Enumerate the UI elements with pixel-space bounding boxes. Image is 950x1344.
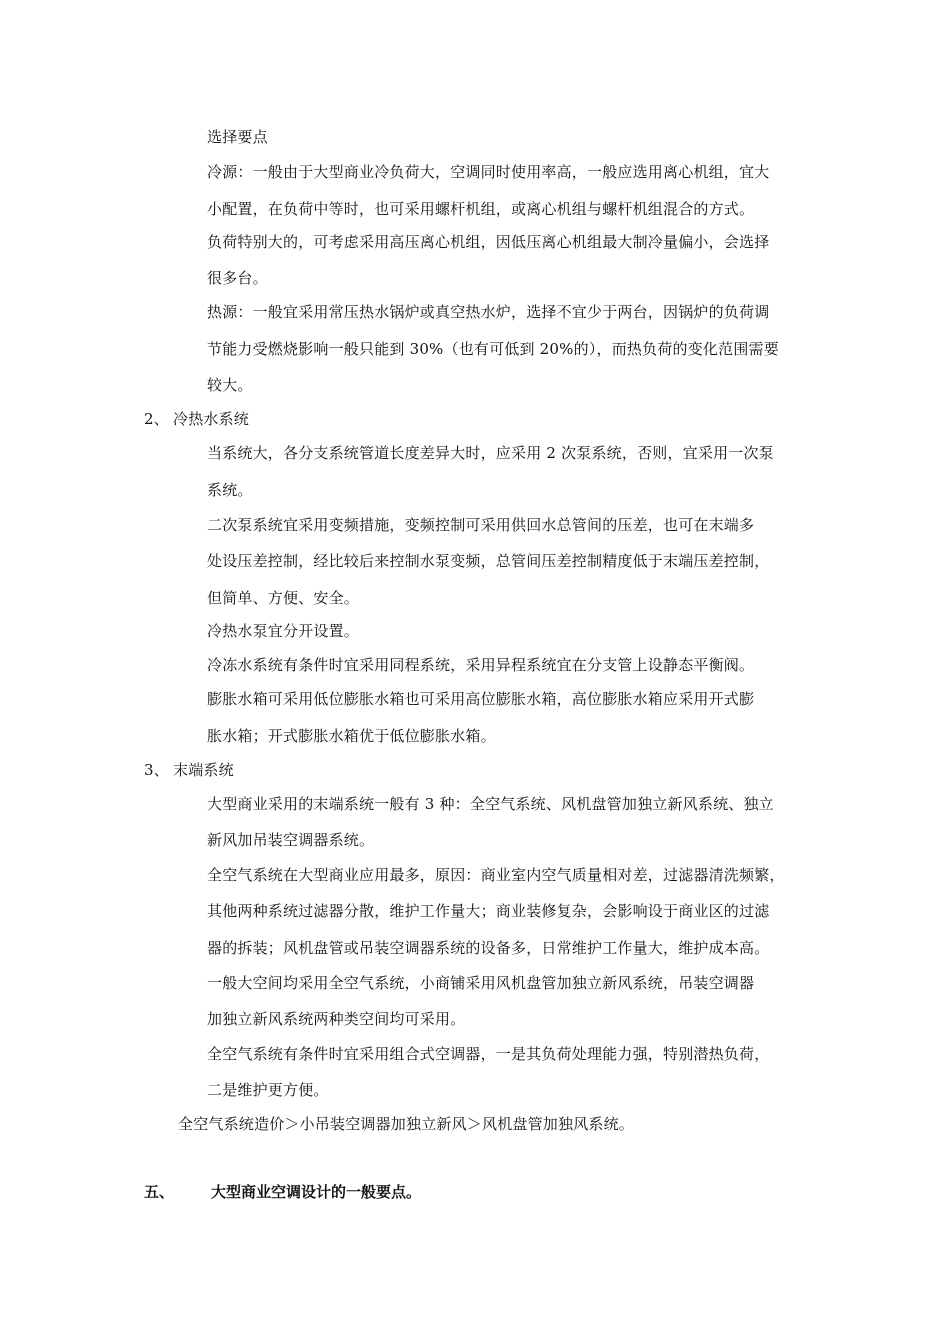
cost-summary-line: 全空气系统造价＞小吊装空调器加独立新风＞风机盘管加独风系统。 [178, 1115, 635, 1133]
paragraph-line: 处设压差控制，经比较后来控制水泵变频，总管间压差控制精度低于末端压差控制， [207, 552, 770, 570]
paragraph-line: 冷源：一般由于大型商业冷负荷大，空调同时使用率高，一般应选用离心机组，宜大 [207, 163, 770, 181]
paragraph-line: 负荷特别大的，可考虑采用高压离心机组，因低压离心机组最大制冷量偏小，会选择 [207, 233, 770, 251]
item-3-number: 3、 [144, 761, 169, 779]
paragraph-line: 较大。 [207, 376, 253, 394]
paragraph-line: 二是维护更方便。 [207, 1081, 329, 1099]
item-2-number: 2、 [144, 410, 169, 428]
section-5-heading: 大型商业空调设计的一般要点。 [211, 1183, 422, 1201]
paragraph-line: 加独立新风系统两种类空间均可采用。 [207, 1010, 466, 1028]
section-5-number: 五、 [144, 1183, 175, 1201]
paragraph-line: 全空气系统在大型商业应用最多，原因：商业室内空气质量相对差，过滤器清洗频繁， [207, 866, 785, 884]
paragraph-line: 新风加吊装空调器系统。 [207, 831, 375, 849]
item-2-title: 冷热水系统 [173, 410, 250, 428]
paragraph-line: 器的拆装；风机盘管或吊装空调器系统的设备多，日常维护工作量大，维护成本高。 [207, 939, 770, 957]
paragraph-line: 二次泵系统宜采用变频措施，变频控制可采用供回水总管间的压差，也可在末端多 [207, 516, 755, 534]
paragraph-line: 当系统大，各分支系统管道长度差异大时，应采用 2 次泵系统，否则，宜采用一次泵 [207, 444, 774, 462]
paragraph-line: 冷冻水系统有条件时宜采用同程系统，采用异程系统宜在分支管上设静态平衡阀。 [207, 656, 755, 674]
paragraph-line: 膨胀水箱可采用低位膨胀水箱也可采用高位膨胀水箱，高位膨胀水箱应采用开式膨 [207, 690, 755, 708]
paragraph-line: 胀水箱；开式膨胀水箱优于低位膨胀水箱。 [207, 727, 496, 745]
paragraph-line: 小配置，在负荷中等时，也可采用螺杆机组，或离心机组与螺杆机组混合的方式。 [207, 200, 755, 218]
paragraph-line: 冷热水泵宜分开设置。 [207, 622, 360, 640]
item-3-title: 末端系统 [173, 761, 234, 779]
paragraph-line: 其他两种系统过滤器分散，维护工作量大；商业装修复杂，会影响设于商业区的过滤 [207, 902, 770, 920]
paragraph-line: 全空气系统有条件时宜采用组合式空调器，一是其负荷处理能力强，特别潜热负荷， [207, 1045, 770, 1063]
selection-points-heading: 选择要点 [207, 128, 268, 146]
paragraph-line: 很多台。 [207, 269, 268, 287]
paragraph-line: 但简单、方便、安全。 [207, 589, 360, 607]
paragraph-line: 系统。 [207, 481, 253, 499]
paragraph-line: 节能力受燃烧影响一般只能到 30%（也有可低到 20%的），而热负荷的变化范围需要 [207, 340, 779, 358]
paragraph-line: 热源：一般宜采用常压热水锅炉或真空热水炉，选择不宜少于两台，因锅炉的负荷调 [207, 303, 770, 321]
paragraph-line: 大型商业采用的末端系统一般有 3 种：全空气系统、风机盘管加独立新风系统、独立 [207, 795, 774, 813]
paragraph-line: 一般大空间均采用全空气系统，小商铺采用风机盘管加独立新风系统，吊装空调器 [207, 974, 755, 992]
